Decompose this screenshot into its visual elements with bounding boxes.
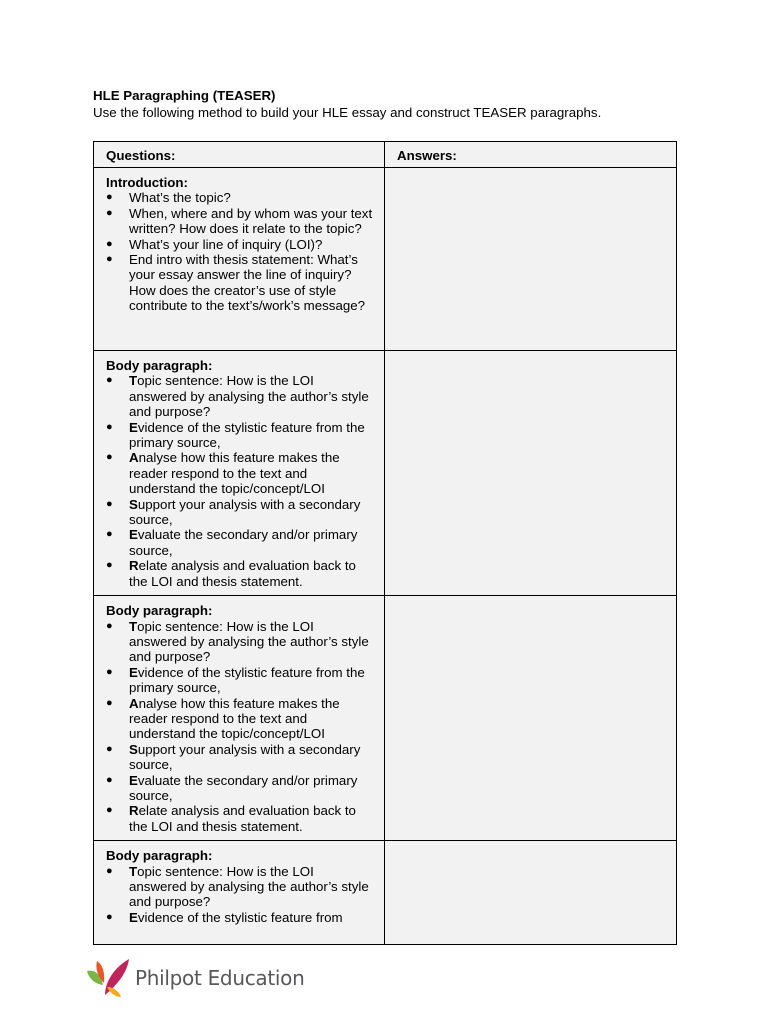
teaser-initial: E <box>129 664 138 680</box>
body2-answer-cell[interactable] <box>385 596 677 841</box>
list-item <box>106 252 374 314</box>
list-item <box>106 665 374 696</box>
philpot-logo <box>85 955 304 1000</box>
teaser-initial: E <box>129 419 138 435</box>
list-item-text: opic sentence: How is the LOI answered by analysing the author’s style and purpose? <box>129 618 369 665</box>
teaser-initial: R <box>129 803 139 819</box>
logo-text: Philpot Education <box>135 965 305 990</box>
list-item-text: nalyse how this feature makes the reader respond to the text and understand the topic/concept/LOI <box>129 695 340 742</box>
bullet-icon: ● <box>106 528 113 541</box>
intro-answer-cell[interactable] <box>385 168 677 351</box>
petal-yellow-icon <box>107 987 121 997</box>
bullet-icon: ● <box>106 773 113 786</box>
list-item <box>106 237 374 252</box>
list-item <box>106 450 374 496</box>
bullet-icon: ● <box>106 191 113 204</box>
body1-heading: Body paragraph: <box>106 358 213 373</box>
list-item <box>106 558 374 589</box>
body-row-2 <box>94 596 677 841</box>
body-row-1 <box>94 351 677 596</box>
teaser-initial: S <box>129 496 138 512</box>
list-item <box>106 864 374 910</box>
list-item-text: valuate the secondary and/or primary source, <box>129 772 358 803</box>
list-item <box>106 803 374 834</box>
body1-questions-cell <box>94 351 385 596</box>
questions-header: Questions: <box>94 142 385 168</box>
teaser-initial: S <box>129 741 138 757</box>
bullet-icon: ● <box>106 497 113 510</box>
bullet-icon: ● <box>106 804 113 817</box>
body3-heading: Body paragraph: <box>106 848 213 864</box>
list-item-text: What’s your line of inquiry (LOI)? <box>129 236 323 252</box>
bullet-icon: ● <box>106 742 113 755</box>
intro-questions-cell <box>94 168 385 351</box>
bullet-icon: ● <box>106 253 113 266</box>
page-title: HLE Paragraphing (TEASER) <box>93 88 276 103</box>
list-item <box>106 910 374 925</box>
bullet-icon: ● <box>106 451 113 464</box>
list-item-text: When, where and by whom was your text written? How does it relate to the topic? <box>129 205 373 237</box>
body1-list <box>106 373 374 589</box>
philpot-flower-icon <box>85 957 131 999</box>
list-item-text: valuate the secondary and/or primary source, <box>129 527 358 558</box>
bullet-icon: ● <box>106 619 113 632</box>
list-item-text: What’s the topic? <box>129 190 231 206</box>
intro-list <box>106 190 374 313</box>
list-item-text: vidence of the stylistic feature from <box>137 909 343 925</box>
bullet-icon: ● <box>106 559 113 572</box>
body2-questions-cell <box>94 596 385 841</box>
list-item <box>106 190 374 205</box>
list-item <box>106 773 374 804</box>
list-item <box>106 742 374 773</box>
list-item <box>106 497 374 528</box>
list-item <box>106 527 374 558</box>
intro-heading: Introduction: <box>106 175 188 190</box>
list-item <box>106 420 374 451</box>
list-item-text: upport your analysis with a secondary source, <box>129 741 361 773</box>
list-item-text: opic sentence: How is the LOI answered by analysing the author’s style and purpose? <box>129 373 369 420</box>
body2-list <box>106 619 374 835</box>
teaser-initial: T <box>129 373 138 389</box>
list-item-text: elate analysis and evaluation back to the LOI and thesis statement. <box>129 803 356 834</box>
list-item-text: vidence of the stylistic feature from the primary source, <box>129 419 365 451</box>
body-row-3 <box>94 841 677 945</box>
teaser-initial: E <box>129 527 138 543</box>
teaser-initial: T <box>129 618 138 634</box>
teaser-initial: R <box>129 558 139 574</box>
answers-header: Answers: <box>385 142 677 168</box>
bullet-icon: ● <box>106 420 113 433</box>
body3-questions-cell <box>94 841 385 945</box>
bullet-icon: ● <box>106 237 113 250</box>
list-item-text: vidence of the stylistic feature from the primary source, <box>129 664 365 696</box>
list-item-text: elate analysis and evaluation back to the LOI and thesis statement. <box>129 558 356 589</box>
list-item-text: opic sentence: How is the LOI answered by analysing the author’s style and purpose? <box>129 863 369 910</box>
list-item <box>106 206 374 237</box>
body3-list <box>106 864 374 926</box>
bullet-icon: ● <box>106 696 113 709</box>
bullet-icon: ● <box>106 864 113 877</box>
body3-answer-cell[interactable] <box>385 841 677 945</box>
teaser-initial: T <box>129 863 138 879</box>
teaser-initial: A <box>129 450 139 466</box>
body2-heading: Body paragraph: <box>106 603 213 619</box>
list-item-text: upport your analysis with a secondary source, <box>129 496 361 528</box>
bullet-icon: ● <box>106 374 113 387</box>
teaser-initial: A <box>129 695 139 711</box>
page-subtitle: Use the following method to build your HLE essay and construct TEASER paragraphs. <box>93 105 602 120</box>
intro-row <box>94 168 677 351</box>
list-item-text: End intro with thesis statement: What’s your essay answer the line of inquiry? How does the creator’s use of style contribute to the text’s/work’s message? <box>129 252 366 314</box>
table-header-row <box>94 142 677 168</box>
bullet-icon: ● <box>106 665 113 678</box>
list-item-text: nalyse how this feature makes the reader respond to the text and understand the topic/concept/LOI <box>129 450 340 497</box>
list-item <box>106 373 374 419</box>
teaser-initial: E <box>129 909 138 925</box>
teaser-table <box>93 141 677 945</box>
body1-answer-cell[interactable] <box>385 351 677 596</box>
bullet-icon: ● <box>106 910 113 923</box>
bullet-icon: ● <box>106 206 113 219</box>
list-item <box>106 619 374 665</box>
teaser-initial: E <box>129 772 138 788</box>
list-item <box>106 696 374 742</box>
